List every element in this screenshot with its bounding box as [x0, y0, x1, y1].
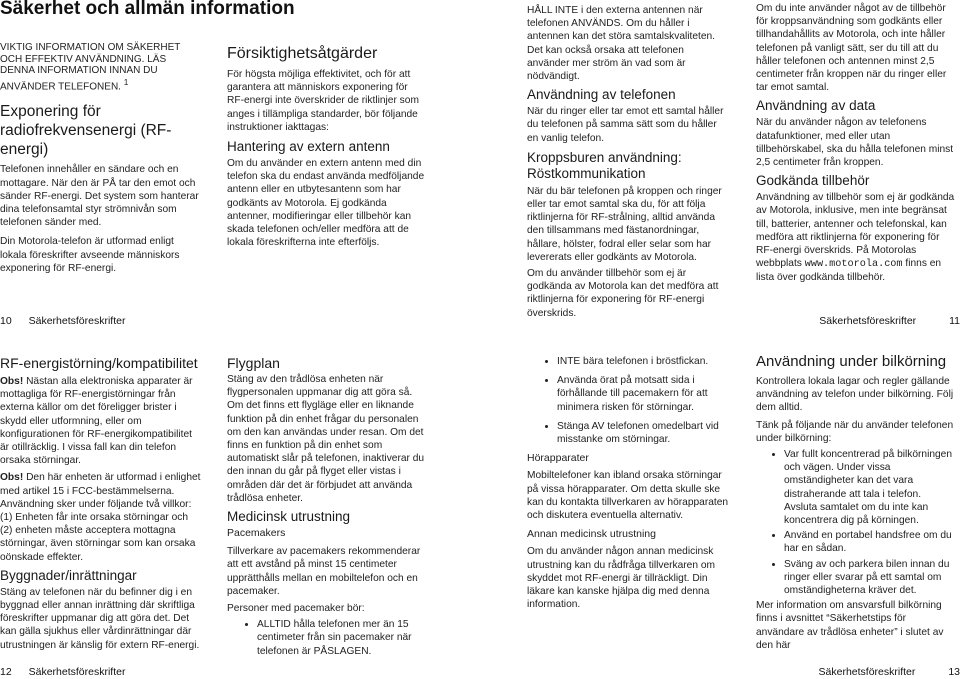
list-item: • Använda örat på motsatt sida i förhållande till pacemakern för att minimera risken för störningar.: [557, 374, 729, 414]
other-medical-paragraph: Om du använder någon annan medicinsk utrustning kan du rådfråga tillverkaren om skyddet mot RF-energi är tillräckligt. Din läkare kan kanske hjälpa dig med denna information.: [527, 546, 716, 611]
safety-notice: [0, 42, 200, 92]
safety-notice-text: VIKTIG INFORMATION OM SÄKERHET OCH EFFEKTIV ANVÄNDNING. LÄS DENNA INFORMATION INNAN DU ANVÄNDER TELEFONEN.: [0, 42, 181, 92]
list-item: • Var fullt koncentrerad på bilkörningen och vägen. Under vissa omständigheter kan det vara distraherande att tala i telefon. Avsluta samtalet om du inte kan koncentrera dig på körningen.: [784, 448, 956, 527]
external-antenna-heading: Hantering av extern antenn: [227, 139, 390, 155]
phone-usage-heading: Användning av telefonen: [527, 87, 676, 103]
driving-paragraph-1: Kontrollera lokala lagar och regler gällande användning av telefon under bilkörning. Följ dem alltid.: [756, 376, 954, 414]
top-column-4: [756, 2, 956, 288]
page-title: Säkerhet och allmän information: [0, 0, 295, 19]
pacemaker-bullet-list-continued: [527, 355, 729, 446]
top-column-1: [0, 42, 200, 278]
bottom-column-4: [756, 353, 956, 655]
footer-section-label: Säkerhetsföreskrifter: [28, 315, 126, 327]
list-item: • ALLTID hålla telefonen mer än 15 centimeter från sin pacemaker när telefonen är PÅSLAGEN.: [257, 618, 427, 658]
approved-accessories-text: Användning av tillbehör som ej är godkända av Motorola, inklusive, men inte begränsat till, batterier, antenner och telefonskal, kan medföra att riktlinjerna för exponering för RF-energi överskrids. På Motorolas webbplats: [756, 192, 955, 270]
interference-note-2-text: Den här enheten är utformad i enlighet med artikel 15 i FCC-bestämmelserna. Användning sker under följande två villkor: (1) Enheten får inte orsaka störningar och (2) enheten måste acceptera mottagna störningar, även störningar som kan orsaka oönskade effekter.: [0, 472, 201, 563]
approved-accessories-text-end: finns en lista över godkända tillbehör.: [756, 258, 942, 284]
page-number-12: 12: [0, 666, 12, 678]
data-usage-heading: Användning av data: [756, 98, 876, 114]
medical-devices-heading: Medicinsk utrustning: [227, 509, 351, 525]
bottom-column-3: [527, 355, 729, 614]
note-label: Obs!: [0, 376, 24, 387]
pacemaker-bullet-list: [227, 618, 427, 658]
approved-accessories-paragraph: [756, 191, 956, 284]
footer-left-bottom: [0, 666, 125, 678]
hearing-aids-paragraph: Mobiltelefoner kan ibland orsaka störningar på vissa hörapparater. Om detta skulle ske kan du kontakta tillverkaren av hörapparaten och diskutera eventuella alternativ.: [527, 470, 729, 522]
body-worn-paragraph-2: Om du använder tillbehör som ej är godkända av Motorola kan det medföra att riktlinjerna för exponering för RF-energi överskrids.: [527, 268, 719, 319]
top-column-3: [527, 4, 727, 323]
page-number-10: 10: [0, 315, 12, 327]
footer-right-top: [819, 315, 960, 327]
driving-paragraph-3: Mer information om ansvarsfull bilkörning finns i avsnittet “Säkerhetstips för användare av trådlösa enheter” i slutet av den här: [756, 600, 944, 651]
external-antenna-paragraph: Om du använder en extern antenn med din telefon ska du endast använda medföljande antenn eller en utbytesantenn som har godkänts av Motorola. Ej godkända antenner, modifieringar eller tillbehör kan skada telefonen och/eller medföra att de lokala föreskrifterna inte efterföljs.: [227, 158, 425, 249]
page-number-11: 11: [949, 315, 960, 327]
approved-accessories-heading: Godkända tillbehör: [756, 173, 870, 189]
other-medical-subheading: Annan medicinsk utrustning: [527, 528, 656, 541]
bottom-column-2: [227, 355, 427, 660]
list-item: • INTE bära telefonen i bröstfickan.: [557, 355, 729, 368]
interference-heading: RF-energistörning/kompatibilitet: [0, 355, 198, 371]
driving-paragraph-2: Tänk på följande när du använder telefonen under bilkörning:: [756, 419, 954, 444]
list-item: • Sväng av och parkera bilen innan du ringer eller svarar på ett samtal om omständigheterna kräver det.: [784, 558, 956, 598]
footer-section-label: Säkerhetsföreskrifter: [28, 666, 126, 678]
motorola-website-link[interactable]: www.motorola.com: [804, 259, 903, 271]
rf-exposure-paragraph-1: Telefonen innehåller en sändare och en mottagare. När den är PÅ tar den emot och sänder RF-energi. Det system som hanterar dina telefonsamtal styr strömnivån som telefonen sänder med.: [0, 164, 199, 229]
hearing-aids-subheading: Hörapparater: [527, 452, 589, 465]
bottom-column-1: [0, 355, 203, 655]
footer-section-label: Säkerhetsföreskrifter: [819, 315, 917, 327]
pacemakers-paragraph: Tillverkare av pacemakers rekommenderar att ett avstånd på minst 15 centimeter upprätthålls mellan en mobiltelefon och en pacemaker.: [227, 546, 421, 597]
page-number-13: 13: [948, 666, 960, 678]
aircraft-paragraph: Stäng av den trådlösa enheten när flygpersonalen uppmanar dig att göra så. Om det finns ett flygläge eller en liknande funktion på din enhet frågar du personalen om den kan användas under resan. Om det finns en funktion på din enhet som automatiskt slår på telefonen, inaktiverar du den innan du går på flyget eller vistas i områden där det är förbjudet att använda trådlösa enheter.: [227, 374, 425, 504]
body-worn-heading: Kroppsburen användning: Röstkommunikation: [527, 149, 682, 181]
precautions-heading: Försiktighetsåtgärder: [227, 45, 378, 62]
driving-bullet-list: [756, 448, 956, 597]
pacemakers-subheading: Pacemakers: [227, 527, 286, 540]
body-worn-paragraph-1: När du bär telefonen på kroppen och ringer eller tar emot samtal ska du, för att följa riktlinjerna för RF-strålning, alltid använda den tillsammans med fästanordningar, hållare, hölster, fodral eller selar som har levererats eller godkänts av Motorola.: [527, 185, 722, 263]
body-distance-paragraph: Om du inte använder något av de tillbehör för kroppsanvändning som godkänts eller tillhandahållits av Motorola, och inte håller telefonen på vanligt sätt, ser du till att du håller telefonen och antennen minst 2,5 centimeter från kroppen när du ringer eller tar emot samtal.: [756, 3, 947, 94]
interference-note-1: [0, 375, 203, 467]
driving-heading: Användning under bilkörning: [756, 353, 947, 370]
interference-note-1-text: Nästan alla elektroniska apparater är mottagliga för RF-energistörningar från externa källor om det föreligger brister i skydd eller utformning, eller om konfigurationen för RF-energikompatibilitet är otillräcklig. I vissa fall kan din telefon orsaka störningar.: [0, 376, 193, 467]
footer-right-bottom: [819, 666, 960, 678]
pacemaker-persons-paragraph: Personer med pacemaker bör:: [227, 603, 365, 615]
list-item: • Stänga AV telefonen omedelbart vid misstanke om störningar.: [557, 420, 729, 446]
top-column-2: [227, 44, 427, 252]
buildings-paragraph: Stäng av telefonen när du befinner dig i en byggnad eller annan inrättning där skriftliga föreskrifter uppmanar dig att göra det. Det kan gälla sjukhus eller vårdinrättningar där utrustningen är känslig för extern RF-energi.: [0, 586, 200, 651]
rf-exposure-heading: Exponering för radiofrekvensenergi (RF-energi): [0, 103, 172, 159]
interference-note-2: [0, 471, 203, 563]
data-usage-paragraph: När du använder någon av telefonens datafunktioner, med eller utan tillbehörskabel, ska du hålla telefonen minst 2,5 centimeter från kroppen.: [756, 117, 954, 169]
aircraft-heading: Flygplan: [227, 355, 280, 371]
footer-section-label: Säkerhetsföreskrifter: [818, 666, 916, 678]
antenna-warning-paragraph: HÅLL INTE i den externa antennen när telefonen ANVÄNDS. Om du håller i antennen kan det störa samtalskvaliteten. Det kan också orsaka att telefonen använder mer ström än vad som är nödvändigt.: [527, 5, 716, 83]
footnote-marker: 1: [123, 76, 129, 87]
list-item: • Använd en portabel handsfree om du har en sådan.: [784, 529, 956, 555]
rf-exposure-paragraph-2: Din Motorola-telefon är utformad enligt lokala föreskrifter avseende människors exponering för RF-energi.: [0, 236, 180, 274]
buildings-heading: Byggnader/inrättningar: [0, 567, 137, 583]
phone-usage-paragraph: När du ringer eller tar emot ett samtal håller du telefonen på samma sätt som du håller en vanlig telefon.: [527, 106, 724, 144]
footer-left-top: [0, 315, 125, 327]
note-label: Obs!: [0, 472, 24, 484]
precautions-paragraph: För högsta möjliga effektivitet, och för att garantera att människors exponering för RF-energi inte överskrider de riktlinjer som anges i tillämpliga standarder, bör följande instruktioner iakttagas:: [227, 69, 419, 133]
